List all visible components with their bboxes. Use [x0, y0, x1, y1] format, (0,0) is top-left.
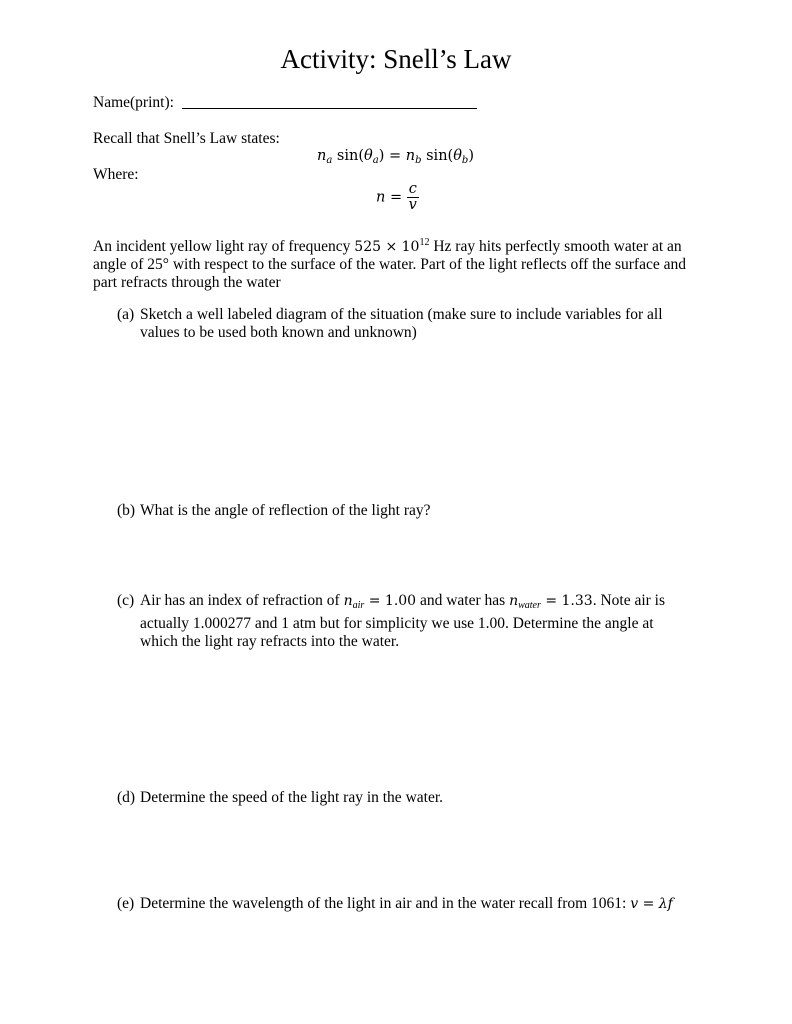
question-e-text: Determine the wavelength of the light in air and in the water recall from 1061: v = λf: [140, 895, 673, 912]
question-d-label: (d): [117, 789, 136, 806]
question-c-label: (c): [117, 592, 135, 609]
question-a-text: Sketch a well labeled diagram of the situation (make sure to include variables for all values to be used both known and unknown): [140, 306, 663, 341]
question-c-text: Air has an index of refraction of $n_{air} = 1.00$ and water has $n_{water} = 1.33$. Note air is actually 1.000277 and 1 atm but for simplicity we use 1.00. Determine the angle at which the light ray refracts into the water.: [140, 592, 666, 650]
question-b-label: (b): [117, 502, 136, 519]
snells-law-equation: $n_a$ $\sin(\theta_a) = n_b$ $\sin(\theta_b)$: [317, 148, 474, 166]
intro-paragraph: An incident yellow light ray of frequency $525 \times 10^{12}$ Hz ray hits perfectly smooth water at an angle of 25° with respect to the surface of the water. Part of the light reflects off the surface and part refracts through the water: [93, 237, 686, 291]
name-label: Name(print):: [93, 94, 174, 111]
question-b-text: What is the angle of reflection of the light ray?: [140, 502, 431, 519]
page-title: Activity: Snell’s Law: [280, 44, 512, 74]
question-e-label: (e): [117, 895, 135, 912]
index-definition-equation: n = $\frac{c}{v}$: [376, 181, 417, 213]
question-d-text: Determine the speed of the light ray in the water.: [140, 789, 444, 806]
question-a-label: (a): [117, 306, 135, 323]
name-input-line[interactable]: [182, 108, 477, 109]
recall-text: Recall that Snell’s Law states:: [93, 130, 280, 147]
where-label: Where:: [93, 166, 139, 183]
